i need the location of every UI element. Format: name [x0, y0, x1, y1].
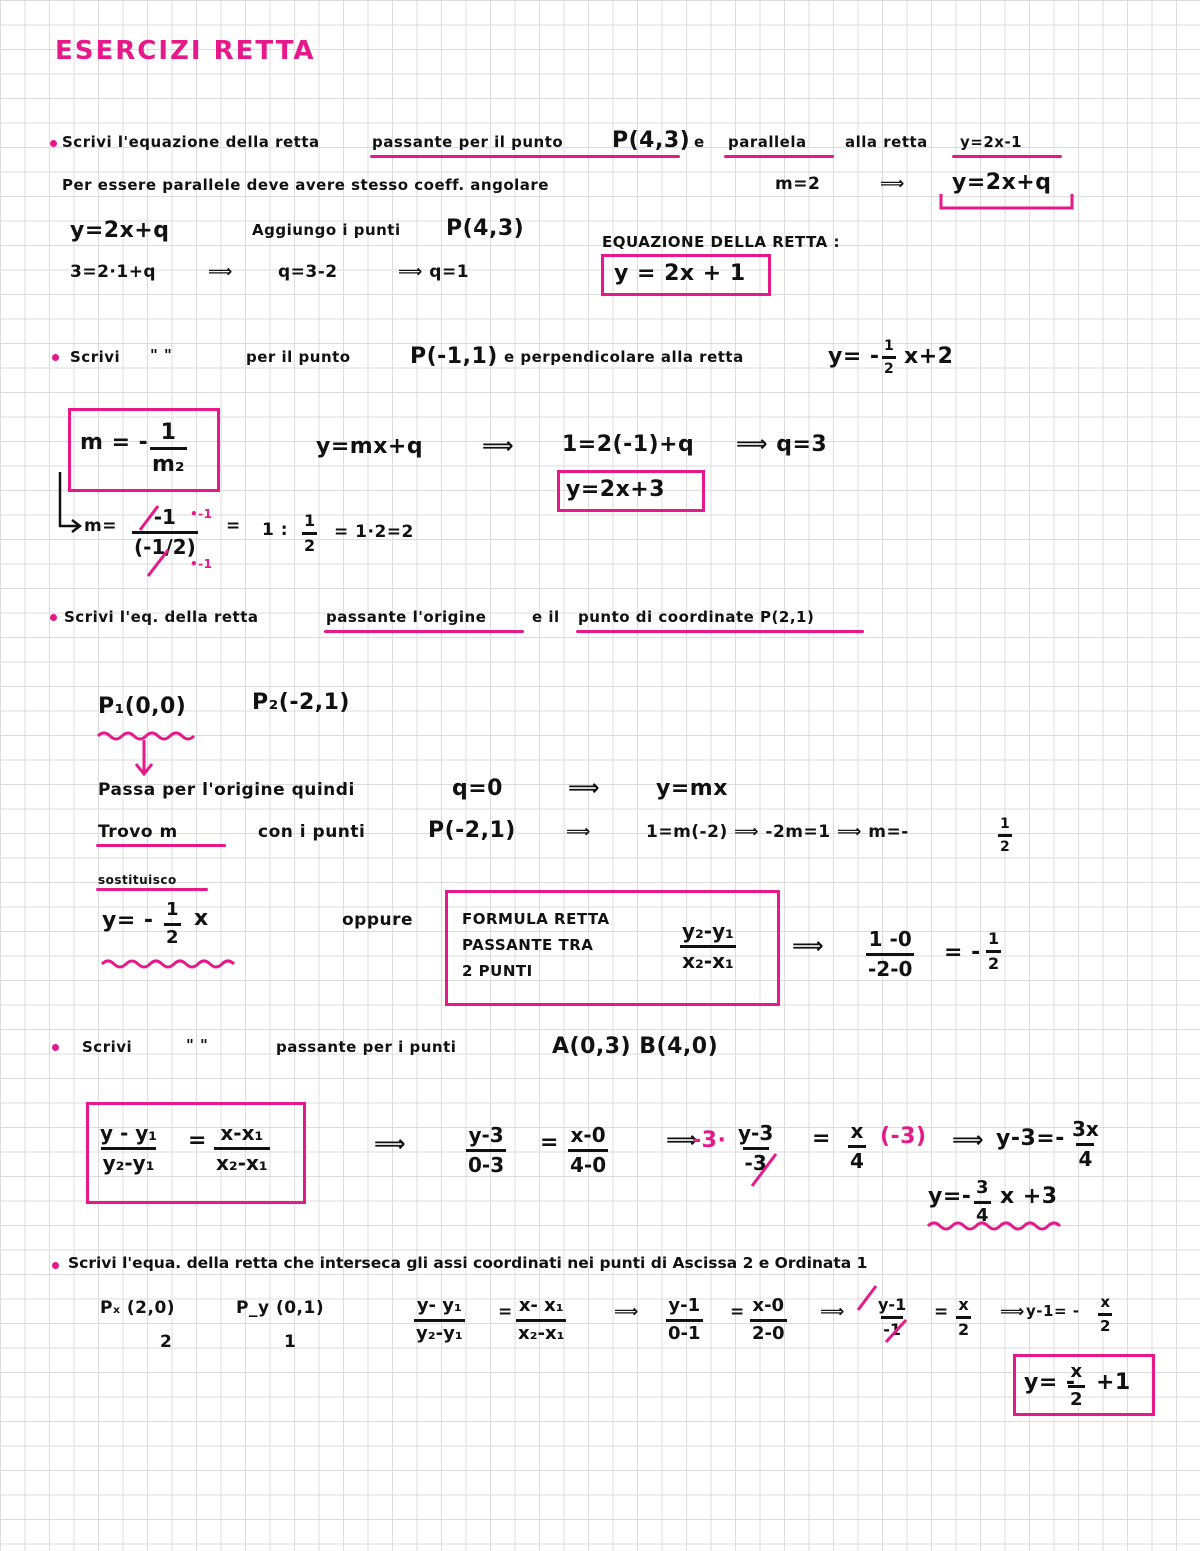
ex2-line-frac-den: 2 [882, 356, 896, 377]
ex5-s2-r-den: 2 [956, 1316, 971, 1339]
ex1-eq2-arrow: ⟹ [208, 262, 233, 282]
ex2-box-frac-den: m₂ [150, 447, 187, 477]
ex3-line2-frac-num: 1 [1000, 816, 1010, 832]
ex2-line-frac-num: 1 [884, 338, 894, 354]
ex1-result-label: EQUAZIONE DELLA RETTA : [602, 233, 840, 251]
ex4-step2-post: (-3) [880, 1124, 927, 1149]
ex5-s3-num: x [1100, 1293, 1111, 1311]
ex1-point: P(4,3) [612, 128, 691, 153]
ex4-step2-r-num: x [850, 1119, 864, 1143]
ex4-step1-r [568, 1124, 608, 1177]
ex3-res-frac [164, 900, 181, 948]
ex2-eq3: ⟹ q=3 [736, 432, 828, 457]
ex3-text-d: punto di coordinate P(2,1) [578, 608, 815, 626]
ex3-res-den: 2 [164, 923, 181, 949]
ex3-box-den: x₂-x₁ [680, 945, 736, 973]
ex5-strike-icon-2 [882, 1316, 912, 1346]
ex5-arrow2: ⟹ [820, 1302, 845, 1322]
ex5-s1-l-num: y-1 [668, 1295, 701, 1316]
ex5-result-b: +1 [1096, 1370, 1131, 1395]
ex4-step2-l-den: -3 [743, 1147, 769, 1175]
bullet-icon [50, 140, 57, 147]
ex2-calc-eq: = [226, 516, 241, 536]
ex4-step2-l-num: y-3 [738, 1121, 774, 1145]
ex2-calc-b-frac [302, 512, 317, 556]
ex1-underline-c [724, 155, 834, 158]
ex2-calc-b-num: 1 [304, 511, 316, 530]
ex4-formula-l-den: y₂-y₁ [101, 1147, 157, 1175]
ex3-wave-2 [100, 956, 240, 972]
ex3-line2-a: Trovo m [98, 822, 178, 842]
ex3-sostituisco: sostituisco [98, 873, 177, 887]
ex4-step2-r-den: 4 [848, 1145, 866, 1173]
ex5-arrow: ⟹ [614, 1302, 639, 1322]
ex4-step3-num: 3x [1072, 1117, 1099, 1141]
ex5-result-a: y= - [1024, 1370, 1076, 1395]
ex5-f-l [414, 1296, 465, 1344]
ex4-result-b: x +3 [1000, 1184, 1058, 1209]
ex4-formula-r-den: x₂-x₁ [214, 1147, 270, 1175]
ex3-calc-r-den: 2 [986, 950, 1001, 973]
ex3-res-num: 1 [166, 899, 179, 920]
ex3-text-a: Scrivi l'eq. della retta [64, 608, 259, 626]
ex4-result-num: 3 [976, 1177, 989, 1198]
ex4-text-b: passante per i punti [276, 1038, 457, 1056]
ex5-f-r-num: x- x₁ [518, 1295, 564, 1316]
ex3-res-a: y= - [102, 908, 154, 933]
ex5-f-r [516, 1296, 566, 1344]
bullet-icon [50, 614, 57, 621]
bullet-icon [52, 354, 59, 361]
ex4-formula-eq: = [188, 1128, 207, 1153]
ex2-text-c: e perpendicolare alla retta [504, 348, 744, 366]
ex3-line1-arrow: ⟹ [568, 776, 601, 801]
ex2-ditto: " " [150, 346, 173, 364]
ex4-step3: y-3=- [996, 1126, 1065, 1151]
ex5-s2-eq: = [934, 1302, 949, 1322]
ex4-step1-eq: = [540, 1130, 559, 1155]
ex3-underline-d [576, 630, 864, 633]
ex2-calc-sign1: •-1 [190, 507, 213, 521]
ex2-text-b: per il punto [246, 348, 351, 366]
ex3-line2-arrow: ⟹ [566, 822, 591, 842]
ex2-calc-num: -1 [153, 505, 176, 529]
ex3-box-text-1: PASSANTE TRA [462, 936, 594, 954]
ex3-line2-r: 1=m(-2) ⟹ -2m=1 ⟹ m=- [646, 822, 909, 842]
ex3-calc-eq: = - [944, 940, 981, 965]
ex2-eq1: y=mx+q [316, 434, 424, 459]
ex5-s2-l-num: y-1 [878, 1295, 907, 1314]
ex3-line1-r: y=mx [656, 776, 728, 801]
ex5-text: Scrivi l'equa. della retta che interseca gli assi coordinati nei punti di Ascissa 2 e Ordinata 1 [68, 1254, 868, 1272]
ex4-step1-l-num: y-3 [468, 1123, 504, 1147]
ex4-arrow3: ⟹ [952, 1128, 985, 1153]
ex5-s1-r-den: 2-0 [750, 1319, 787, 1345]
ex1-text-c: parallela [728, 133, 807, 151]
ex2-box-m: m = - [80, 430, 149, 455]
ex4-formula-r [214, 1122, 270, 1175]
ex5-arrow3: ⟹ [1000, 1302, 1025, 1322]
ex2-strike-icon [134, 500, 194, 580]
ex1-eq3: q=3-2 [278, 262, 338, 282]
ex4-step3-frac [1070, 1118, 1101, 1171]
ex2-box-frac [150, 420, 187, 478]
ex2-calc-sign2: •-1 [190, 557, 213, 571]
ex3-res-x: x [194, 906, 209, 931]
bullet-icon [52, 1044, 59, 1051]
ex1-m-val: m=2 [775, 174, 821, 194]
ex1-aggiungo-point: P(4,3) [446, 216, 525, 241]
ex1-text-b: passante per il punto [372, 133, 564, 151]
ex2-calc-b: 1 : [262, 520, 289, 540]
ex3-line2-frac [998, 816, 1012, 855]
ex1-line: y=2x-1 [960, 133, 1023, 151]
ex2-arrow: ⟹ [482, 434, 515, 459]
ex5-s3: y-1= - [1026, 1302, 1080, 1320]
ex2-result: y=2x+3 [566, 477, 666, 502]
ex5-result-num: x [1070, 1361, 1083, 1382]
ex5-s1-r [750, 1296, 787, 1344]
ex3-underline-trovo [96, 844, 226, 847]
ex5-s3-den: 2 [1098, 1313, 1112, 1335]
ex4-formula-l-num: y - y₁ [100, 1121, 158, 1145]
page-title: ESERCIZI RETTA [55, 36, 316, 66]
ex2-box-frac-num: 1 [160, 420, 176, 445]
ex5-f-l-den: y₂-y₁ [414, 1319, 465, 1345]
ex1-form-bracket [938, 192, 1078, 212]
ex4-arrow: ⟹ [374, 1132, 407, 1157]
ex4-step1-r-den: 4-0 [568, 1149, 608, 1177]
ex4-step2-pre: -3· [692, 1128, 727, 1153]
ex1-eq3b: ⟹ q=1 [398, 262, 470, 282]
ex3-line2-b: con i punti [258, 822, 366, 842]
ex4-formula-l [98, 1122, 159, 1175]
ex3-p1: P₁(0,0) [98, 694, 187, 719]
ex3-box-num: y₂-y₁ [682, 919, 734, 943]
ex3-line1-q: q=0 [452, 776, 503, 801]
ex2-point: P(-1,1) [410, 344, 498, 369]
ex5-s1-eq: = [730, 1302, 745, 1322]
ex5-py: P_y (0,1) [236, 1298, 325, 1318]
ex1-reason: Per essere parallele deve avere stesso coeff. angolare [62, 176, 549, 194]
ex1-conj: e [694, 133, 705, 151]
ex4-step1-l-den: 0-3 [466, 1149, 506, 1177]
ex4-result-a: y=- [928, 1184, 972, 1209]
ex3-arrow2: ⟹ [792, 934, 825, 959]
ex1-aggiungo: Aggiungo i punti [252, 221, 401, 239]
ex3-underline-b [324, 630, 524, 633]
ex2-calc-b-den: 2 [302, 532, 317, 555]
ex3-calc-num: 1 -0 [868, 927, 912, 951]
ex4-step2-eq: = [812, 1126, 831, 1151]
ex3-arrow-down-icon [132, 738, 156, 780]
ex1-arrow: ⟹ [880, 174, 905, 194]
ex5-px: Pₓ (2,0) [100, 1298, 176, 1318]
ex4-result-den: 4 [974, 1201, 991, 1227]
ex4-step1-r-num: x-0 [570, 1123, 606, 1147]
ex1-result: y = 2x + 1 [614, 261, 746, 286]
ex3-box-text-0: FORMULA RETTA [462, 910, 610, 928]
ex2-calc-den: (-1/2) [132, 531, 198, 559]
ex3-oppure: oppure [342, 910, 414, 930]
bullet-icon [52, 1262, 59, 1269]
ex3-box-frac [680, 920, 736, 973]
ex4-points: A(0,3) B(4,0) [552, 1034, 719, 1059]
ex3-line1: Passa per l'origine quindi [98, 780, 355, 800]
ex4-strike-icon [746, 1150, 782, 1190]
ex5-s2-l-den: -1 [881, 1316, 903, 1339]
ex3-calc-r-num: 1 [988, 929, 1000, 948]
ex4-step2-r [848, 1120, 866, 1173]
ex3-text-b: passante l'origine [326, 608, 487, 626]
ex2-line-frac [882, 338, 896, 377]
ex1-eq1: y=2x+q [70, 218, 170, 243]
ex2-calc-m: m= [84, 516, 117, 536]
ex3-underline-sost [96, 888, 208, 891]
ex5-py-lbl: 1 [284, 1332, 297, 1352]
ex5-s2-r [956, 1296, 971, 1340]
ex1-text-d: alla retta [845, 133, 928, 151]
ex4-arrow2: ⟹ [666, 1128, 699, 1153]
ex4-step3-den: 4 [1076, 1143, 1094, 1171]
ex5-s1-l [666, 1296, 703, 1344]
ex3-line2-p: P(-2,1) [428, 818, 516, 843]
ex3-text-c: e il [532, 608, 560, 626]
ex4-ditto: " " [186, 1036, 209, 1054]
ex5-s1-l-den: 0-1 [666, 1319, 703, 1345]
ex5-s1-r-num: x-0 [752, 1295, 785, 1316]
ex5-f-eq: = [498, 1302, 513, 1322]
ex2-calc-c: = 1·2=2 [334, 522, 414, 542]
ex2-text-a: Scrivi [70, 348, 121, 366]
ex5-s3-frac [1098, 1294, 1112, 1336]
ex5-px-lbl: 2 [160, 1332, 173, 1352]
ex1-underline-b [370, 155, 680, 158]
ex1-eq2: 3=2·1+q [70, 262, 157, 282]
ex1-text-a: Scrivi l'equazione della retta [62, 133, 320, 151]
ex4-wave [926, 1218, 1070, 1234]
ex5-f-l-num: y- y₁ [416, 1295, 462, 1316]
ex4-formula-r-num: x-x₁ [220, 1121, 264, 1145]
ex1-form: y=2x+q [952, 170, 1052, 195]
ex5-f-r-den: x₂-x₁ [516, 1319, 566, 1345]
ex5-result-frac [1068, 1362, 1085, 1410]
ex3-line2-frac-den: 2 [998, 834, 1012, 855]
ex1-underline-line [952, 155, 1062, 158]
ex3-box-text-2: 2 PUNTI [462, 962, 533, 980]
ex5-result-den: 2 [1068, 1385, 1085, 1411]
ex2-line-a: y= - [828, 344, 880, 369]
ex3-calc-den: -2-0 [866, 953, 914, 981]
ex4-step1-l [466, 1124, 506, 1177]
ex2-line-b: x+2 [904, 344, 954, 369]
ex2-eq2: 1=2(-1)+q [562, 432, 695, 457]
ex4-text-a: Scrivi [82, 1038, 133, 1056]
ex3-p2: P₂(-2,1) [252, 690, 350, 715]
ex3-calc-r-frac [986, 930, 1001, 974]
ex5-s2-r-num: x [958, 1295, 969, 1314]
ex3-calc-frac [866, 928, 914, 981]
